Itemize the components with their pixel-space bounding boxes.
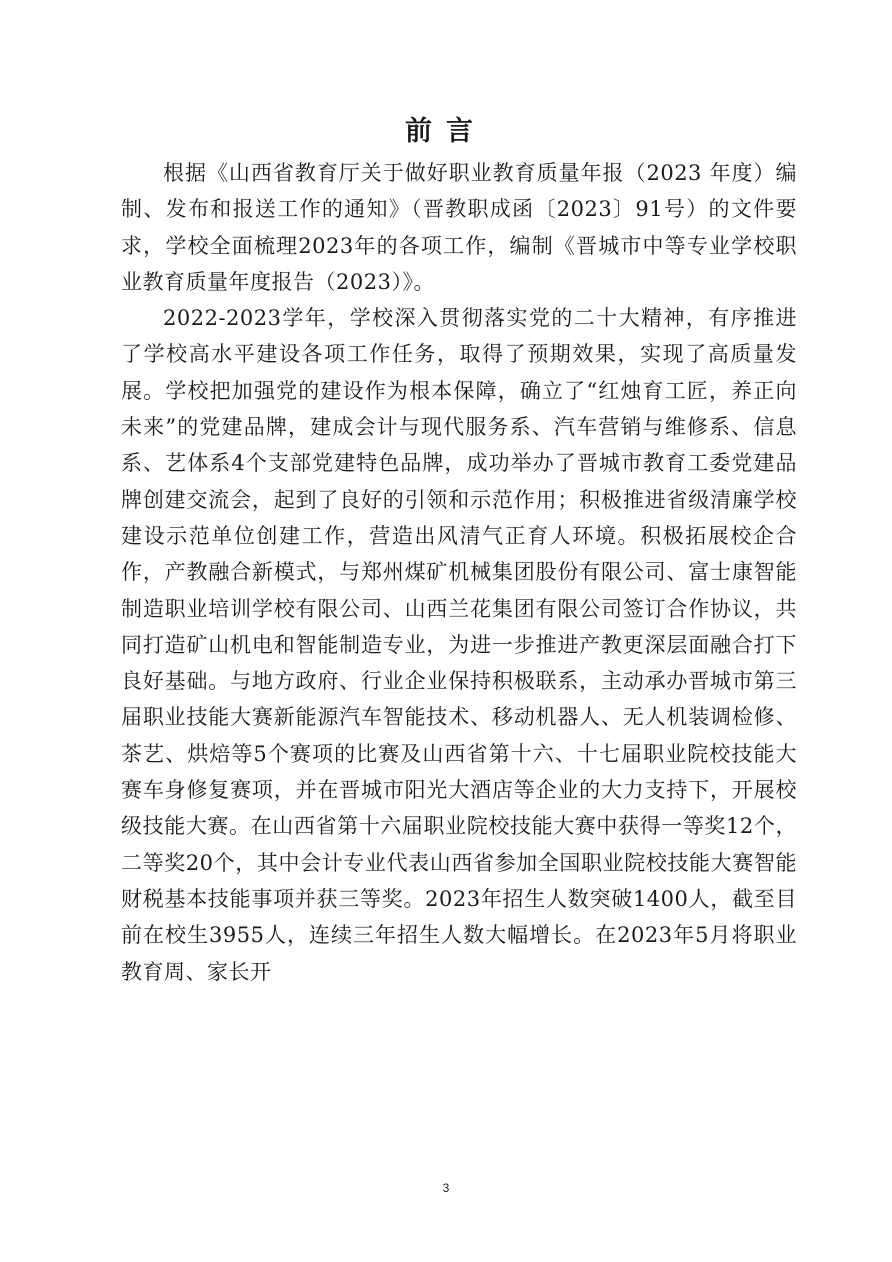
paragraph-summary: 2022-2023学年，学校深入贯彻落实党的二十大精神，有序推进了学校高水平建设各项工作任务，取得了预期效果，实现了高质量发展。学校把加强党的建设作为根本保障，确立了“红烛育工匠，养正向未来”的党建品牌，建成会计与现代服务系、汽车营销与维修系、信息系、艺体系4个支部党建特色品牌，成功举办了晋城市教育工委党建品牌创建交流会，起到了良好的引领和示范作用；积极推进省级清廉学校建设示范单位创建工作，营造出风清气正育人环境。积极拓展校企合作，产教融合新模式，与郑州煤矿机械集团股份有限公司、富士康智能制造职业培训学校有限公司、山西兰花集团有限公司签订合作协议，共同打造矿山机电和智能制造专业，为进一步推进产教更深层面融合打下良好基础。与地方政府、行业企业保持积极联系，主动承办晋城市第三届职业技能大赛新能源汽车智能技术、移动机器人、无人机装调检修、茶艺、烘焙等5个赛项的比赛及山西省第十六、十七届职业院校技能大赛车身修复赛项，并在晋城市阳光大酒店等企业的大力支持下，开展校级技能大赛。在山西省第十六届职业院校技能大赛中获得一等奖12个，二等奖20个，其中会计专业代表山西省参加全国职业院校技能大赛智能财税基本技能事项并获三等奖。2023年招生人数突破1400人，截至目前在校生3955人，连续三年招生人数大幅增长。在2023年5月将职业教育周、家长开 xyxy=(121,306,797,984)
page-number: 3 xyxy=(442,1181,450,1195)
body-text xyxy=(121,155,797,990)
page-title: 前言 xyxy=(405,116,487,147)
paragraph-intro: 根据《山西省教育厅关于做好职业教育质量年报（2023 年度）编制、发布和报送工作的通知》（晋教职成函〔2023〕91号）的文件要求，学校全面梳理2023年的各项工作，编制《晋城市中等专业学校职业教育质量年度报告（2023）》。 xyxy=(121,161,797,294)
